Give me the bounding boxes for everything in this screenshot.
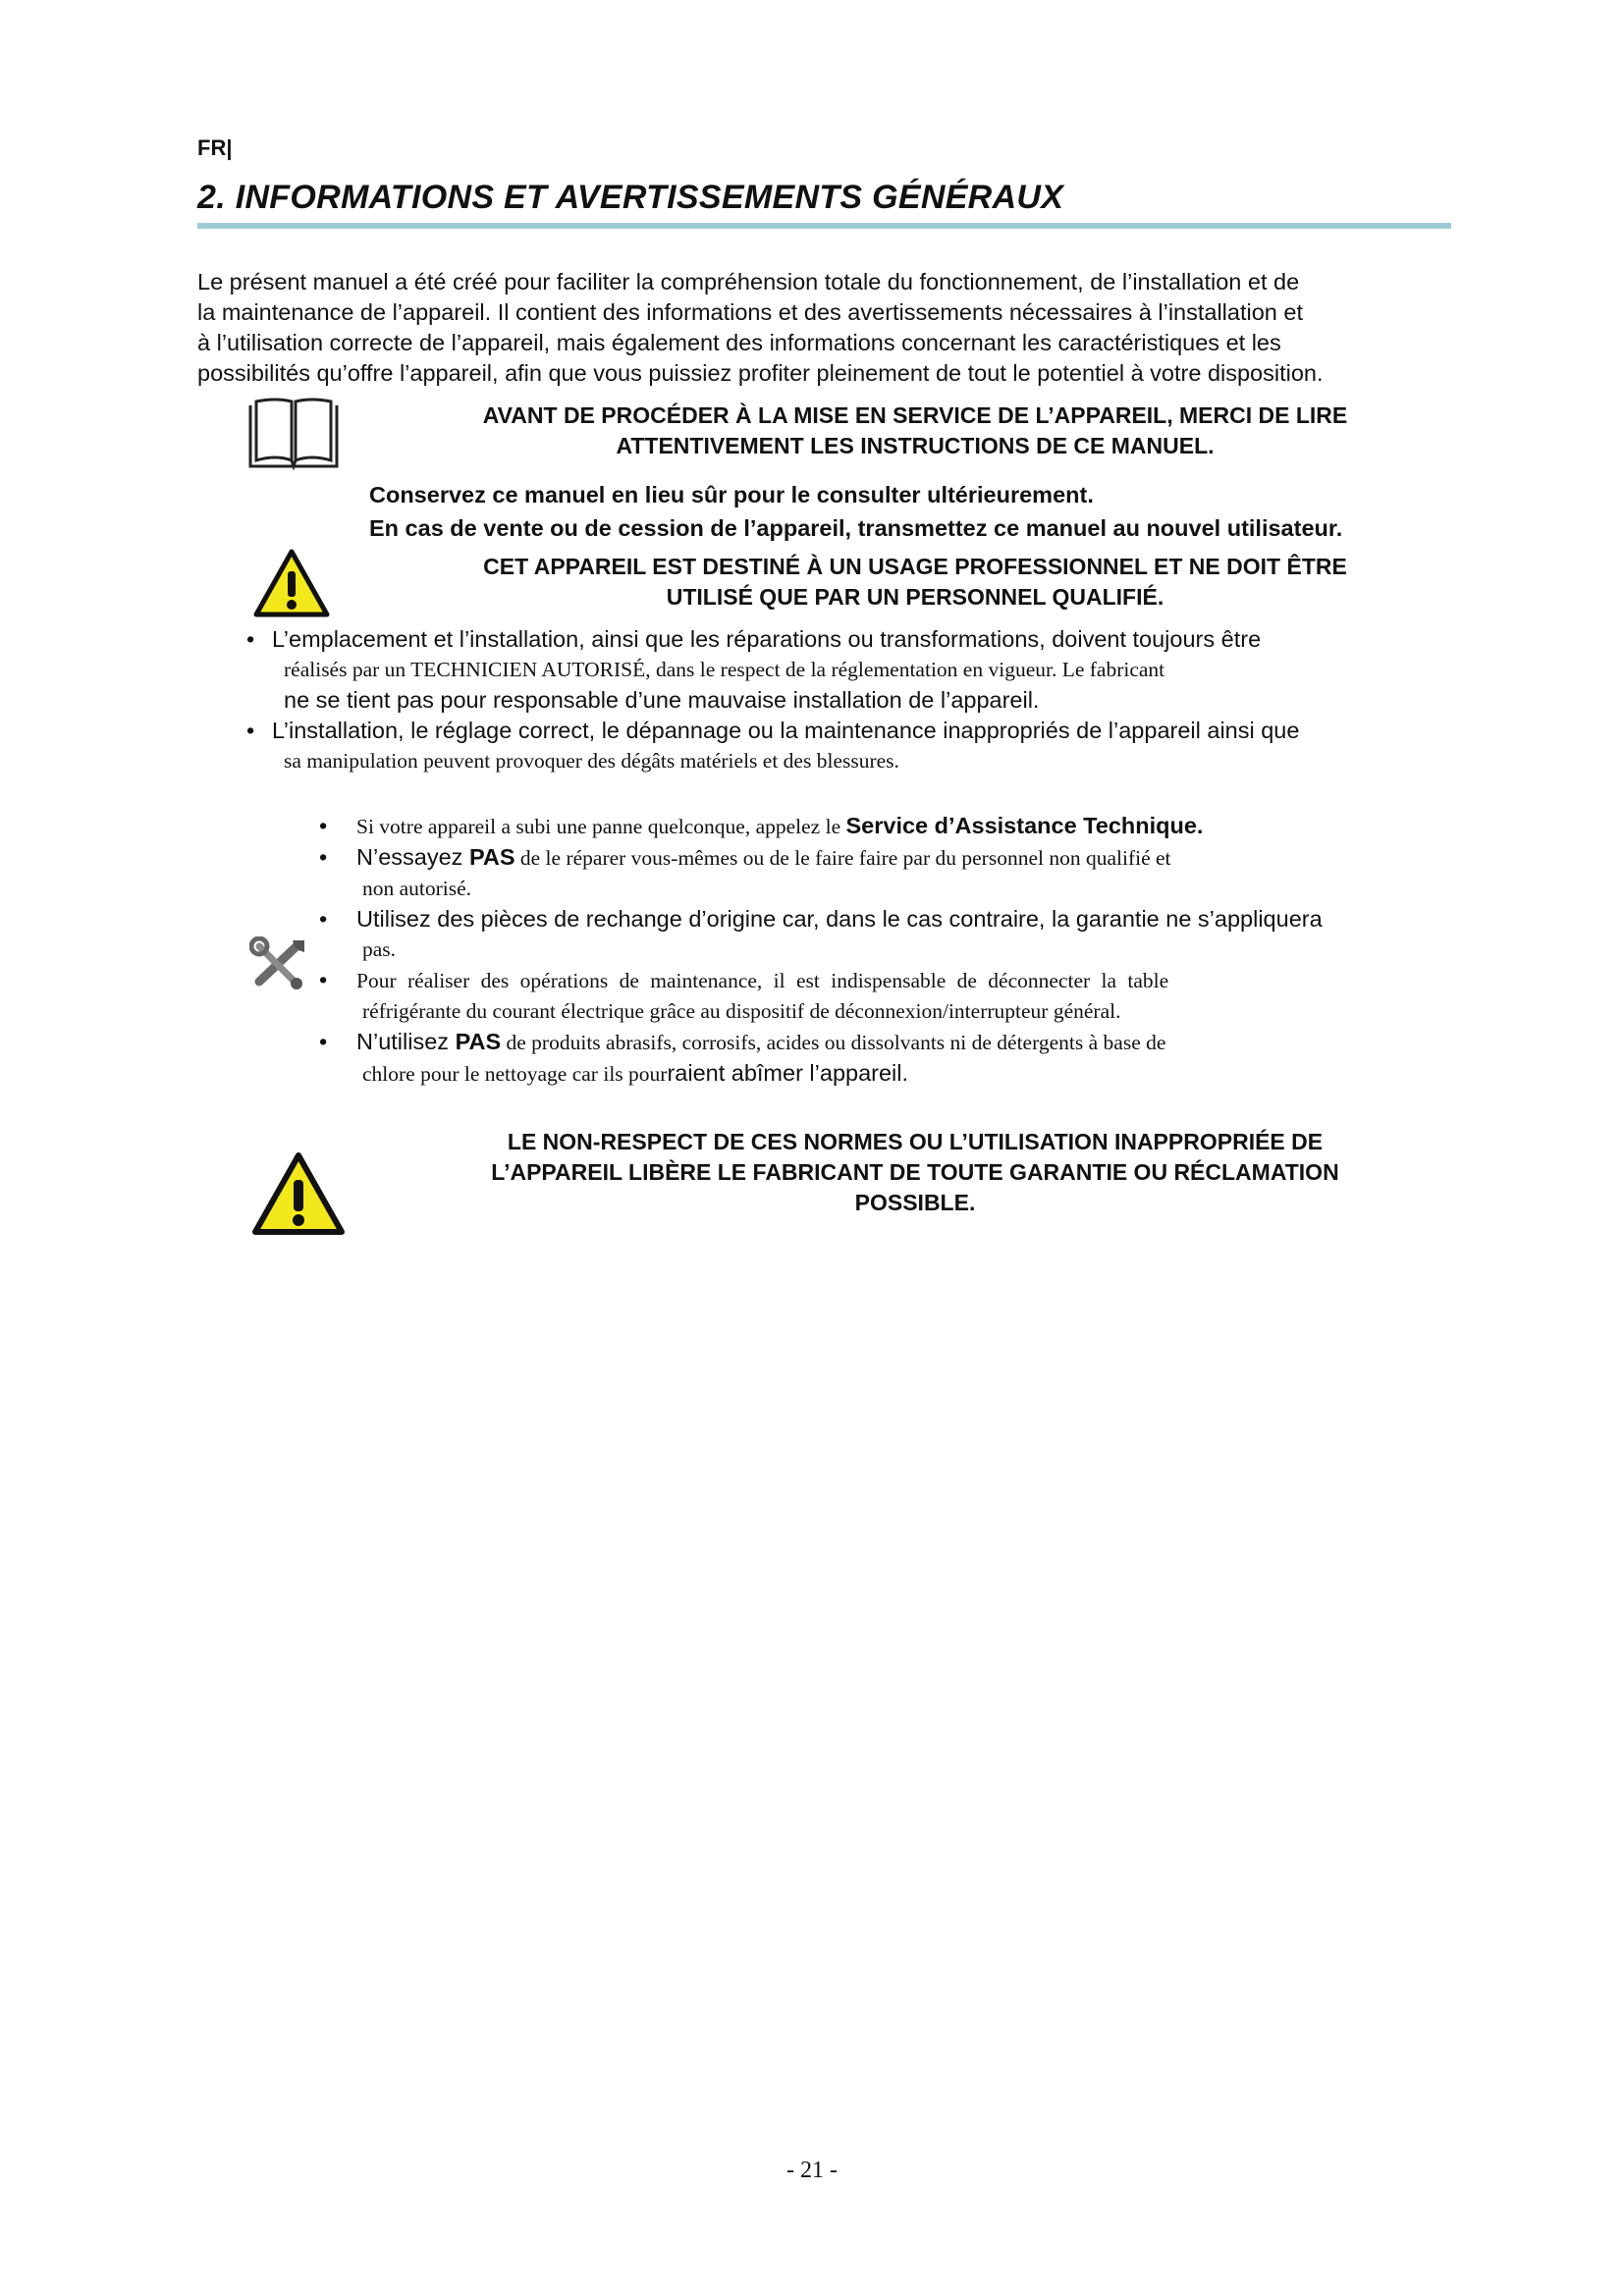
list-line: non autorisé. [362, 877, 472, 900]
bullet: • [319, 967, 328, 992]
notice-line: POSSIBLE. [854, 1190, 976, 1215]
list-item [314, 965, 1453, 1027]
list-line: L’installation, le réglage correct, le dépannage ou la maintenance inappropriés de l’appareil ainsi que [272, 718, 1300, 743]
liability-notice [405, 1127, 1426, 1218]
language-tag: FR| [197, 135, 233, 160]
list-item [314, 811, 1453, 842]
emphasis-pas: PAS [455, 1029, 502, 1054]
list-line: sa manipulation peuvent provoquer des dégâts matériels et des blessures. [284, 749, 899, 773]
list-item [197, 624, 1451, 655]
bullet: • [319, 1029, 328, 1054]
list-item [197, 716, 1451, 746]
bullet: • [246, 626, 255, 652]
intro-line: possibilités qu’offre l’appareil, afin que vous puissiez profiter pleinement de tout le potentiel à votre disposition. [197, 360, 1324, 386]
notice-line: L’APPAREIL LIBÈRE LE FABRICANT DE TOUTE GARANTIE OU RÉCLAMATION [491, 1159, 1339, 1185]
maintenance-list [314, 811, 1453, 1090]
notice-line: ATTENTIVEMENT LES INSTRUCTIONS DE CE MANUEL. [616, 433, 1215, 458]
keep-line: Conservez ce manuel en lieu sûr pour le consulter ultérieurement. [369, 482, 1094, 507]
notice-line: LE NON-RESPECT DE CES NORMES OU L’UTILISATION INAPPROPRIÉE DE [507, 1129, 1324, 1154]
general-warnings-list [197, 624, 1451, 776]
book-icon [246, 398, 341, 470]
list-item [314, 904, 1453, 965]
list-text: N’utilisez [356, 1029, 456, 1054]
list-text: de produits abrasifs, corrosifs, acides ou dissolvants ni de détergents à base de [501, 1031, 1166, 1054]
notice-line: AVANT DE PROCÉDER À LA MISE EN SERVICE DE L’APPAREIL, MERCI DE LIRE [482, 402, 1348, 428]
service-technique-text: Service d’Assistance Technique. [845, 813, 1204, 838]
intro-line: à l’utilisation correcte de l’appareil, mais également des informations concernant les caractéristiques et les [197, 330, 1281, 355]
notice-line: CET APPAREIL EST DESTINÉ À UN USAGE PROFESSIONNEL ET NE DOIT ÊTRE [483, 554, 1347, 579]
warning-icon [252, 548, 331, 618]
title-underline [197, 223, 1451, 229]
list-line: ne se tient pas pour responsable d’une mauvaise installation de l’appareil. [284, 687, 1040, 713]
list-line: L’emplacement et l’installation, ainsi que les réparations ou transformations, doivent toujours être [272, 626, 1262, 652]
page-number: - 21 - [786, 2158, 838, 2183]
keep-line: En cas de vente ou de cession de l’appareil, transmettez ce manuel au nouvel utilisateur. [369, 515, 1343, 541]
intro-paragraph [197, 267, 1449, 389]
bullet: • [319, 906, 328, 932]
list-text: de le réparer vous-mêmes ou de le faire faire par du personnel non qualifié et [514, 846, 1171, 870]
bullet: • [319, 844, 328, 870]
list-line: pas. [362, 937, 397, 961]
professional-use-notice [405, 552, 1426, 613]
list-line: réfrigérante du courant électrique grâce au dispositif de déconnexion/interrupteur général. [362, 999, 1121, 1023]
intro-line: la maintenance de l’appareil. Il contient des informations et des avertissements nécessaires à l’installation et [197, 299, 1303, 325]
bullet: • [319, 813, 328, 838]
intro-line: Le présent manuel a été créé pour faciliter la compréhension totale du fonctionnement, de l’installation et de [197, 269, 1300, 294]
list-item [314, 1027, 1453, 1090]
warning-icon [250, 1150, 347, 1237]
list-text: chlore pour le nettoyage car ils pour [362, 1062, 668, 1086]
list-line: réalisés par un TECHNICIEN AUTORISÉ, dans le respect de la réglementation en vigueur. Le fabricant [284, 658, 1165, 681]
section-title: 2. INFORMATIONS ET AVERTISSEMENTS GÉNÉRAUX [197, 179, 1064, 216]
emphasis-pas: PAS [468, 844, 515, 870]
list-text: Pour réaliser des opérations de maintenance, il est indispensable de déconnecter la table [356, 969, 1169, 992]
list-line [356, 1058, 1453, 1090]
keep-manual-text [369, 478, 1342, 545]
list-text: Si votre appareil a subi une panne quelconque, appelez le [356, 815, 846, 838]
bullet: • [246, 718, 255, 743]
list-text: N’essayez [356, 844, 469, 870]
tools-icon [249, 936, 308, 991]
list-text: Utilisez des pièces de rechange d’origine car, dans le cas contraire, la garantie ne s’appliquera [356, 906, 1323, 932]
notice-line: UTILISÉ QUE PAR UN PERSONNEL QUALIFIÉ. [666, 584, 1164, 610]
list-text: raient abîmer l’appareil. [667, 1060, 909, 1086]
list-item [314, 842, 1453, 904]
read-manual-notice [405, 400, 1426, 461]
